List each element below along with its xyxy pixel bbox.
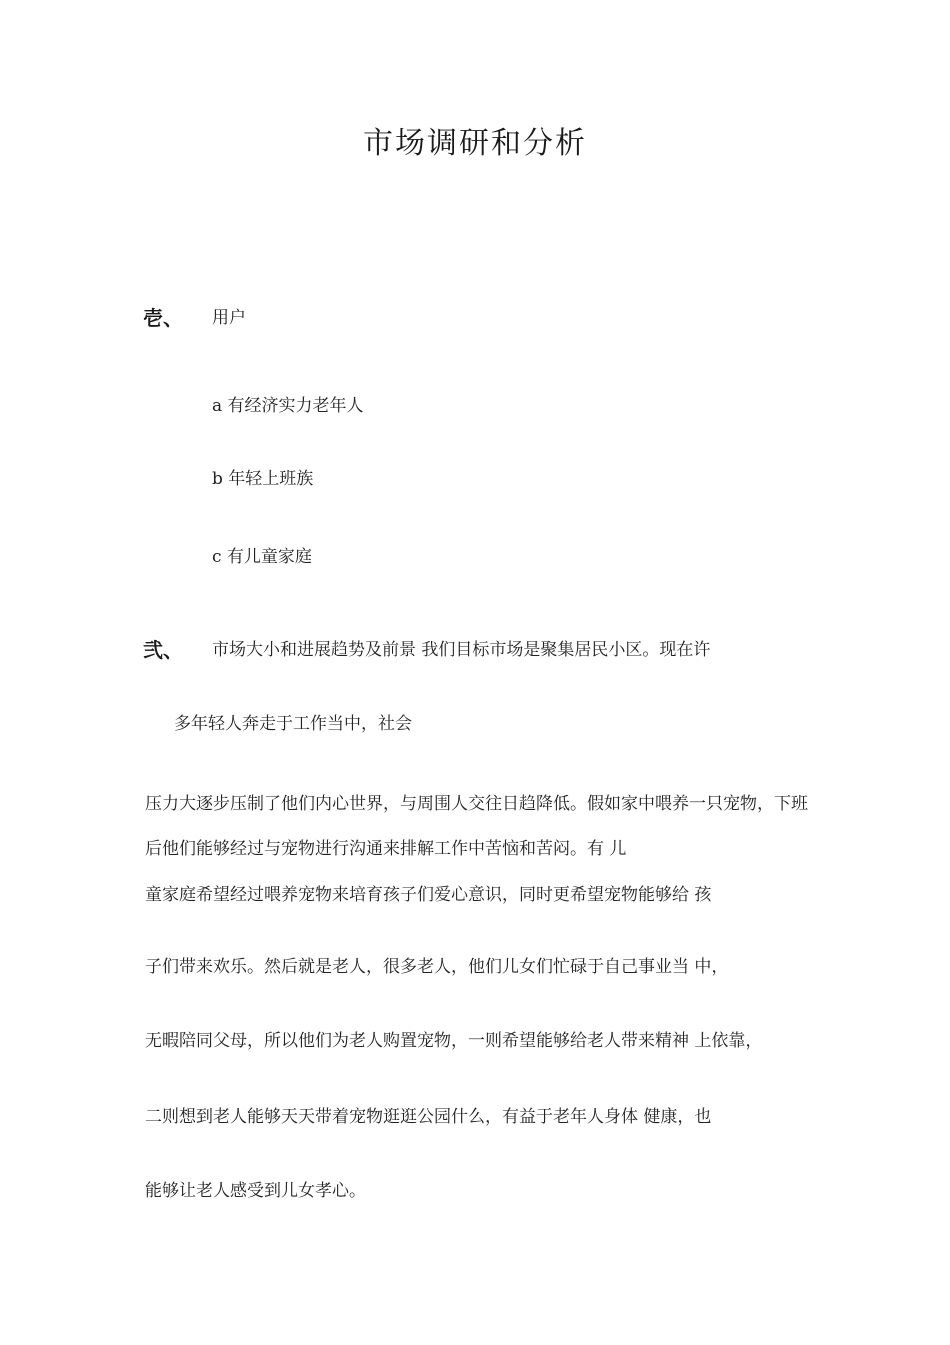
body-line: 二则想到老人能够天天带着宠物逛逛公园什么，有益于老年人身体 健康，也	[145, 1107, 712, 1127]
body-line: 压力大逐步压制了他们内心世界，与周围人交往日趋降低。假如家中喂养一只宠物，下班	[145, 794, 808, 814]
body-line: 后他们能够经过与宠物进行沟通来排解工作中苦恼和苦闷。有 儿	[145, 839, 627, 859]
section-2-heading: 市场大小和进展趋势及前景 我们目标市场是聚集居民小区。现在许	[212, 640, 711, 660]
section-1-heading: 用户	[212, 308, 246, 328]
body-line: 无暇陪同父母，所以他们为老人购置宠物，一则希望能够给老人带来精神 上依靠，	[145, 1031, 763, 1051]
section-1-item: c 有儿童家庭	[212, 547, 312, 567]
section-1-number: 壱、	[143, 306, 183, 330]
body-line: 多年轻人奔走于工作当中，社会	[174, 714, 412, 734]
body-line: 子们带来欢乐。然后就是老人，很多老人，他们儿女们忙碌于自己事业当 中，	[145, 957, 729, 977]
body-line: 能够让老人感受到儿女孝心。	[145, 1181, 366, 1201]
section-1-item: b 年轻上班族	[212, 469, 314, 489]
document-title: 市场调研和分析	[363, 126, 587, 161]
section-2-number: 弐、	[143, 638, 183, 662]
section-1-item: a 有经济实力老年人	[212, 396, 364, 416]
body-line: 童家庭希望经过喂养宠物来培育孩子们爱心意识，同时更希望宠物能够给 孩	[145, 885, 712, 905]
